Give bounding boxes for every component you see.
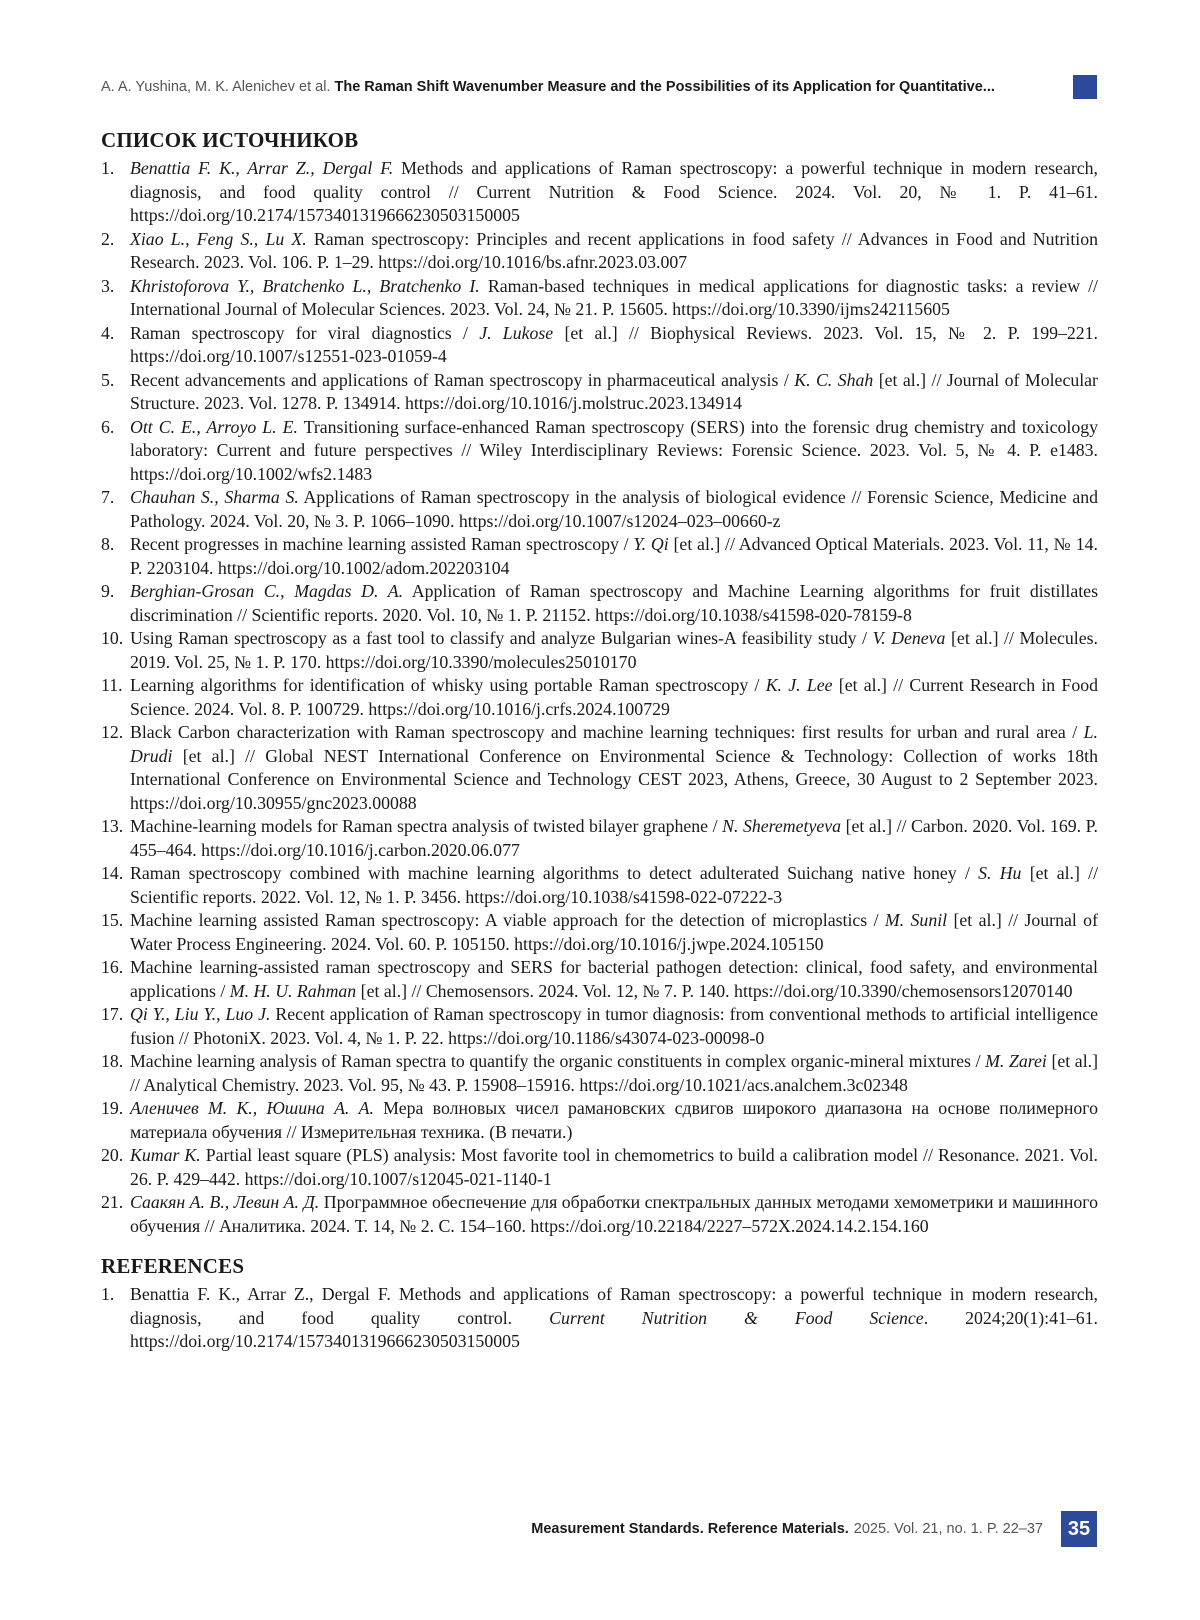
reference-item xyxy=(101,1050,1098,1097)
reference-number: 7. xyxy=(101,487,115,507)
reference-title: Recent advancements and applications of Raman spectroscopy in pharmaceutical analysis / xyxy=(130,369,795,390)
reference-source: [et al.] // Biophysical Reviews. 2023. Vol. 15, № 2. P. 199–221. https://doi.org/10.1007/s12551-023-01059-4 xyxy=(130,322,1098,366)
reference-list-ru xyxy=(101,157,1098,1238)
reference-number: 20. xyxy=(101,1145,124,1165)
reference-title: Machine learning-assisted raman spectroscopy and SERS for bacterial pathogen detection: clinical, food safety, and environmental applications / xyxy=(130,957,1098,1001)
reference-authors: Y. Qi xyxy=(633,534,669,554)
reference-authors: Ott C. E., Arroyo L. E. xyxy=(130,416,298,437)
reference-source: [et al.] // Journal of Water Process Engineering. 2024. Vol. 60. P. 105150. https://doi.org/10.1016/j.jwpe.2024.105150 xyxy=(130,910,1098,954)
reference-number: 17. xyxy=(101,1004,124,1024)
reference-item xyxy=(101,533,1098,580)
reference-item xyxy=(101,862,1098,909)
reference-authors: Chauhan S., Sharma S. xyxy=(130,487,299,507)
reference-item xyxy=(101,157,1098,228)
reference-authors: M. H. U. Rahman xyxy=(229,980,357,1001)
reference-authors: Berghian-Grosan C., Magdas D. A. xyxy=(130,581,404,601)
running-footer xyxy=(531,1511,1097,1547)
reference-item xyxy=(101,486,1098,533)
reference-number: 1. xyxy=(101,1284,115,1304)
reference-body: Partial least square (PLS) analysis: Most favorite tool in chemometrics to build a calibration model // Resonance. 2021. Vol. 26. P. 429–442. https://doi.org/10.1007/s12045-021-1140-1 xyxy=(130,1145,1098,1189)
reference-number: 12. xyxy=(101,722,124,742)
reference-authors: M. Sunil xyxy=(884,910,948,930)
reference-source: [et al.] // Global NEST International Conference on Environmental Science & Technology: Collection of works 18th International Conference on Environmental Science and Technology CEST 2023, Athens, Greece, 30 August to 2 September 2023. https://doi.org/10.30955/gnc2023.00088 xyxy=(130,745,1098,813)
reference-authors: M. Zarei xyxy=(985,1051,1047,1071)
reference-number: 6. xyxy=(101,416,115,437)
reference-source: [et al.] // Scientific reports. 2022. Vol. 12, № 1. P. 3456. https://doi.org/10.1038/s41598-022-07222-3 xyxy=(130,863,1099,907)
reference-source: [et al.] // Analytical Chemistry. 2023. Vol. 95, № 43. P. 15908–15916. https://doi.org/10.1021/acs.analchem.3c02348 xyxy=(130,1051,1098,1095)
reference-body: Raman spectroscopy: Principles and recent applications in food safety // Advances in Food and Nutrition Research. 2023. Vol. 106. P. 1–29. https://doi.org/10.1016/bs.afnr.2023.03.007 xyxy=(130,228,1098,272)
reference-body: Methods and applications of Raman spectroscopy: a powerful technique in modern research, diagnosis, and food quality control // Current Nutrition & Food Science. 2024. Vol. 20, № 1. P. 41–61. https://doi.org/10.2174/1573401319666230503150005 xyxy=(130,158,1098,225)
section-title-ru: СПИСОК ИСТОЧНИКОВ xyxy=(101,128,359,152)
reference-source: [et al.] // Chemosensors. 2024. Vol. 12, № 7. P. 140. https://doi.org/10.3390/chemosensors12070140 xyxy=(356,980,1073,1001)
reference-item xyxy=(101,721,1098,815)
reference-source: [et al.] // Carbon. 2020. Vol. 169. P. 455–464. https://doi.org/10.1016/j.carbon.2020.06.077 xyxy=(130,816,1098,860)
reference-title: Machine learning assisted Raman spectroscopy: A viable approach for the detection of microplastics / xyxy=(130,910,885,930)
reference-item xyxy=(101,228,1098,275)
reference-source: [et al.] // Current Research in Food Science. 2024. Vol. 8. P. 100729. https://doi.org/10.1016/j.crfs.2024.100729 xyxy=(130,675,1098,719)
reference-item xyxy=(101,1003,1098,1050)
reference-authors: L. Drudi xyxy=(130,722,1098,766)
reference-authors: Khristoforova Y., Bratchenko L., Bratchenko I. xyxy=(130,275,480,296)
reference-number: 14. xyxy=(101,863,124,883)
reference-body: Recent application of Raman spectroscopy in tumor diagnosis: from conventional methods to artificial intelligence fusion // PhotoniX. 2023. Vol. 4, № 1. P. 22. https://doi.org/10.1186/s43074-023-00098-0 xyxy=(130,1004,1099,1048)
reference-source: [et al.] // Molecules. 2019. Vol. 25, № 1. P. 170. https://doi.org/10.3390/molecules25010170 xyxy=(130,628,1098,672)
reference-authors: Аленичев М. К., Юшина А. А. xyxy=(130,1098,374,1118)
footer-journal: Measurement Standards. Reference Materials. xyxy=(531,1521,849,1537)
reference-item xyxy=(101,627,1098,674)
reference-item xyxy=(101,815,1098,862)
reference-authors: Benattia F. K., Arrar Z., Dergal F. xyxy=(130,158,394,178)
reference-number: 16. xyxy=(101,957,124,977)
reference-item xyxy=(101,674,1098,721)
reference-title: Raman spectroscopy combined with machine learning algorithms to detect adulterated Suichang native honey / xyxy=(130,863,979,883)
reference-title: Recent progresses in machine learning assisted Raman spectroscopy / xyxy=(130,534,634,554)
reference-number: 9. xyxy=(101,581,115,601)
reference-source: [et al.] // Journal of Molecular Structure. 2023. Vol. 1278. P. 134914. https://doi.org/10.1016/j.molstruc.2023.134914 xyxy=(130,369,1098,413)
reference-number: 8. xyxy=(101,534,115,554)
reference-title: Machine-learning models for Raman spectra analysis of twisted bilayer graphene / xyxy=(130,816,723,836)
reference-number: 2. xyxy=(101,228,115,249)
reference-number: 15. xyxy=(101,910,124,930)
reference-item xyxy=(101,1191,1098,1238)
reference-authors: V. Deneva xyxy=(872,628,946,648)
reference-item xyxy=(101,1097,1098,1144)
reference-authors: J. Lukose xyxy=(479,322,554,343)
reference-number: 4. xyxy=(101,322,115,343)
reference-journal: Current Nutrition & Food Science xyxy=(549,1307,924,1328)
reference-number: 11. xyxy=(101,675,123,695)
reference-authors: Xiao L., Feng S., Lu X. xyxy=(130,228,307,249)
reference-item xyxy=(101,1283,1098,1354)
reference-number: 18. xyxy=(101,1051,124,1071)
header-article-title: The Raman Shift Wavenumber Measure and the Possibilities of its Application for Quantitative... xyxy=(334,79,995,95)
footer-citation: 2025. Vol. 21, no. 1. P. 22–37 xyxy=(853,1521,1043,1537)
reference-number: 13. xyxy=(101,816,124,836)
reference-body: Программное обеспечение для обработки спектральных данных методами хемометрики и машинного обучения // Аналитика. 2024. Т. 14, № 2. С. 154–160. https://doi.org/10.22184/2227–572X.2024.14.2.154.160 xyxy=(130,1192,1098,1236)
reference-title: Black Carbon characterization with Raman spectroscopy and machine learning techniques: first results for urban and rural area / xyxy=(130,722,1084,742)
reference-body: Transitioning surface-enhanced Raman spectroscopy (SERS) into the forensic drug chemistry and toxicology laboratory: Current and future perspectives // Wiley Interdisciplinary Reviews: Forensic Science. 2023. Vol. 5, № 4. P. e1483. https://doi.org/10.1002/wfs2.1483 xyxy=(130,416,1098,484)
reference-number: 19. xyxy=(101,1098,124,1118)
reference-item xyxy=(101,369,1098,416)
reference-number: 10. xyxy=(101,628,124,648)
running-header-text xyxy=(101,79,995,95)
reference-authors: Саакян А. В., Левин А. Д. xyxy=(130,1192,320,1212)
reference-source: [et al.] // Advanced Optical Materials. 2023. Vol. 11, № 14. P. 2203104. https://doi.org/10.1002/adom.202203104 xyxy=(130,534,1099,578)
reference-item xyxy=(101,1144,1098,1191)
running-header xyxy=(101,74,1097,100)
reference-item xyxy=(101,275,1098,322)
reference-list-en xyxy=(101,1283,1098,1354)
reference-title: Raman spectroscopy for viral diagnostics / xyxy=(130,322,480,343)
reference-title: Machine learning analysis of Raman spectra to quantify the organic constituents in complex organic-mineral mixtures / xyxy=(130,1051,986,1071)
reference-source: . 2024;20(1):41–61. https://doi.org/10.2174/1573401319666230503150005 xyxy=(130,1307,1098,1351)
reference-item xyxy=(101,580,1098,627)
page-number: 35 xyxy=(1061,1511,1097,1547)
reference-number: 3. xyxy=(101,275,115,296)
reference-authors: S. Hu xyxy=(978,863,1022,883)
reference-number: 5. xyxy=(101,369,115,390)
header-square-marker xyxy=(1073,75,1097,99)
reference-body: Benattia F. K., Arrar Z., Dergal F. Methods and applications of Raman spectroscopy: a powerful technique in modern research, diagnosis, and food quality control. xyxy=(130,1284,1098,1328)
reference-item xyxy=(101,956,1098,1003)
reference-authors: K. C. Shah xyxy=(794,369,874,390)
reference-item xyxy=(101,416,1098,487)
reference-item xyxy=(101,909,1098,956)
reference-authors: Kumar K. xyxy=(130,1145,201,1165)
reference-body: Applications of Raman spectroscopy in the analysis of biological evidence // Forensic Science, Medicine and Pathology. 2024. Vol. 20, № 3. P. 1066–1090. https://doi.org/10.1007/s12024–023–00660-z xyxy=(130,487,1099,531)
reference-authors: N. Sheremetyeva xyxy=(722,816,842,836)
reference-authors: K. J. Lee xyxy=(765,675,833,695)
reference-title: Using Raman spectroscopy as a fast tool to classify and analyze Bulgarian wines-A feasibility study / xyxy=(130,628,873,648)
reference-body: Raman-based techniques in medical applications for diagnostic tasks: a review // International Journal of Molecular Sciences. 2023. Vol. 24, № 21. P. 15605. https://doi.org/10.3390/ijms242115605 xyxy=(130,275,1098,319)
section-title-en: REFERENCES xyxy=(101,1254,245,1278)
reference-number: 21. xyxy=(101,1192,124,1212)
section-gap xyxy=(101,1238,1098,1254)
reference-title: Learning algorithms for identification of whisky using portable Raman spectroscopy / xyxy=(130,675,766,695)
reference-number: 1. xyxy=(101,158,115,178)
reference-item xyxy=(101,322,1098,369)
reference-body: Мера волновых чисел рамановских сдвигов широкого диапазона на основе полимерного материала обучения // Измерительная техника. (В печати.) xyxy=(130,1098,1099,1142)
reference-authors: Qi Y., Liu Y., Luo J. xyxy=(130,1004,271,1024)
references-content xyxy=(101,128,1098,1354)
reference-body: Application of Raman spectroscopy and Machine Learning algorithms for fruit distillates discrimination // Scientific reports. 2020. Vol. 10, № 1. P. 21152. https://doi.org/10.1038/s41598-020-78159-8 xyxy=(130,581,1098,625)
header-authors: A. A. Yushina, M. K. Alenichev et al. xyxy=(101,79,331,95)
